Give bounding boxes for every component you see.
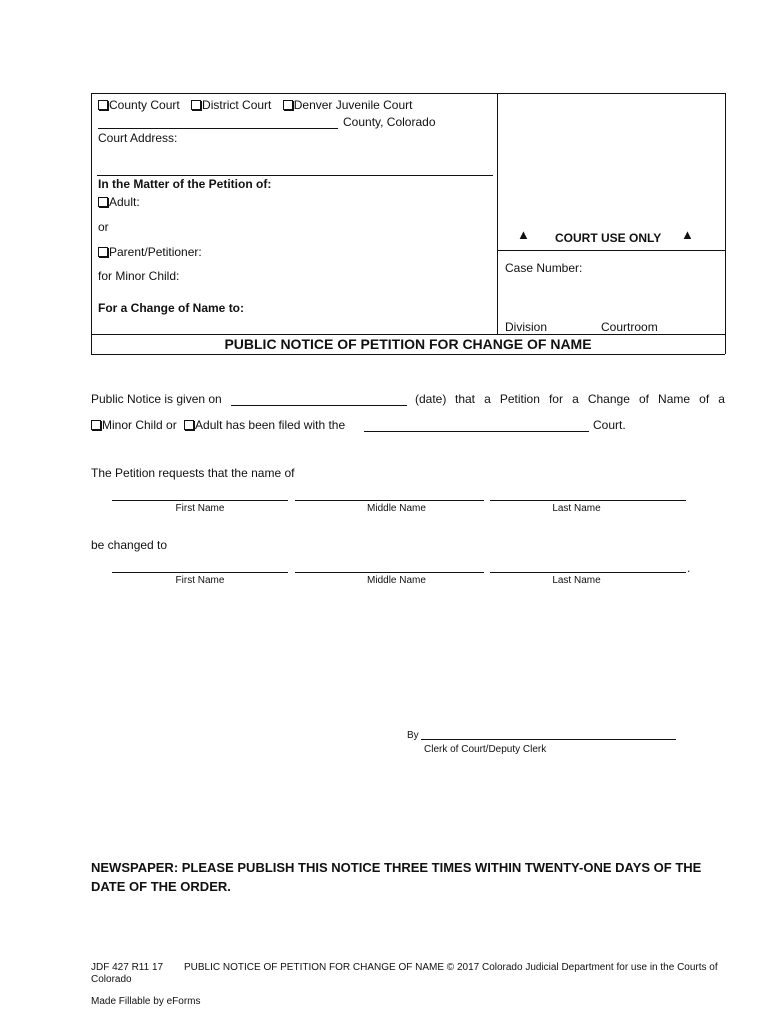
minor-child-checkbox[interactable] xyxy=(91,420,101,430)
notice-word: a xyxy=(718,392,725,406)
filed-with-row xyxy=(91,418,345,432)
notice-word: Change xyxy=(587,392,630,406)
new-middle-name-label: Middle Name xyxy=(367,575,426,586)
clerk-label: Clerk of Court/Deputy Clerk xyxy=(424,744,547,755)
caption-right-border xyxy=(725,93,726,354)
case-number-label: Case Number: xyxy=(505,261,583,275)
caption-left-border xyxy=(91,93,92,354)
adult-body-checkbox[interactable] xyxy=(184,420,194,430)
case-number-input[interactable] xyxy=(588,258,718,272)
address-rule xyxy=(97,175,493,176)
notice-word: Name xyxy=(658,392,691,406)
new-middle-name-input[interactable] xyxy=(295,558,484,573)
new-first-name-input[interactable] xyxy=(112,558,288,573)
notice-word: that xyxy=(455,392,476,406)
notice-date-input[interactable] xyxy=(231,391,407,406)
parent-petitioner-checkbox[interactable] xyxy=(98,247,108,257)
title-top-border xyxy=(91,334,725,335)
county-court-checkbox[interactable] xyxy=(98,100,108,110)
or-label: or xyxy=(98,220,109,234)
form-title: PUBLIC NOTICE OF PETITION FOR CHANGE OF NAME xyxy=(224,336,592,352)
notice-word: for xyxy=(548,392,563,406)
newspaper-notice: NEWSPAPER: PLEASE PUBLISH THIS NOTICE THREE TIMES WITHIN TWENTY-ONE DAYS OF THE DATE OF THE ORDER. xyxy=(91,860,702,894)
current-middle-name-label: Middle Name xyxy=(367,503,426,514)
notice-word: of xyxy=(699,392,710,406)
new-name-period: . xyxy=(687,561,691,575)
left-up-triangle-icon: ▲ xyxy=(517,227,530,242)
change-name-label: For a Change of Name to: xyxy=(98,301,245,315)
notice-word: a xyxy=(484,392,491,406)
division-label: Division xyxy=(505,320,548,334)
right-up-triangle-icon: ▲ xyxy=(681,227,694,242)
county-name-input[interactable] xyxy=(98,114,338,129)
parent-petitioner-label: Parent/Petitioner: xyxy=(109,245,202,259)
minor-child-label: for Minor Child: xyxy=(98,269,180,283)
court-end-label: Court. xyxy=(593,418,626,432)
clerk-signature-input[interactable] xyxy=(421,725,676,740)
court-address-label: Court Address: xyxy=(98,131,178,145)
current-last-name-input[interactable] xyxy=(490,486,686,501)
notice-prefix: Public Notice is given on xyxy=(91,392,222,406)
footer-text: PUBLIC NOTICE OF PETITION FOR CHANGE OF NAME © 2017 Colorado Judicial Department for use in the Courts of xyxy=(184,962,718,973)
by-label: By xyxy=(407,730,419,741)
changed-to-text: be changed to xyxy=(91,538,168,552)
current-middle-name-input[interactable] xyxy=(295,486,484,501)
adult-checkbox[interactable] xyxy=(98,197,108,207)
notice-word: a xyxy=(572,392,579,406)
district-court-label: District Court xyxy=(202,98,272,112)
court-use-divider xyxy=(497,250,725,251)
footer-form-id: JDF 427 R11 17 xyxy=(91,962,164,973)
court-type-row xyxy=(98,98,412,112)
current-first-name-input[interactable] xyxy=(112,486,288,501)
notice-word: of xyxy=(638,392,649,406)
current-first-name-label: First Name xyxy=(175,503,225,514)
current-last-name-label: Last Name xyxy=(552,503,601,514)
county-court-label: County Court xyxy=(109,98,180,112)
adult-row xyxy=(98,195,140,209)
county-suffix: County, Colorado xyxy=(343,115,436,129)
footer-text-line2: Colorado xyxy=(91,974,132,985)
minor-child-or-label: Minor Child or xyxy=(102,418,177,432)
parent-row xyxy=(98,245,202,259)
matter-label: In the Matter of the Petition of: xyxy=(98,177,272,191)
requests-text: The Petition requests that the name of xyxy=(91,466,295,480)
court-name-input[interactable] xyxy=(364,417,589,432)
denver-juvenile-court-checkbox[interactable] xyxy=(283,100,293,110)
date-label: (date) xyxy=(415,392,447,406)
new-first-name-label: First Name xyxy=(175,575,225,586)
caption-top-border xyxy=(91,93,725,94)
court-use-only-label: COURT USE ONLY xyxy=(555,231,662,245)
new-last-name-label: Last Name xyxy=(552,575,601,586)
title-bottom-border xyxy=(91,354,725,355)
notice-word: Petition xyxy=(499,392,540,406)
new-last-name-input[interactable] xyxy=(490,558,686,573)
notice-suffix xyxy=(455,392,725,406)
district-court-checkbox[interactable] xyxy=(191,100,201,110)
courtroom-label: Courtroom xyxy=(601,320,658,334)
adult-label: Adult: xyxy=(109,195,140,209)
adult-filed-label: Adult has been filed with the xyxy=(195,418,346,432)
caption-divider xyxy=(497,93,498,334)
made-fillable-label: Made Fillable by eForms xyxy=(91,996,201,1007)
denver-juvenile-court-label: Denver Juvenile Court xyxy=(293,98,413,112)
